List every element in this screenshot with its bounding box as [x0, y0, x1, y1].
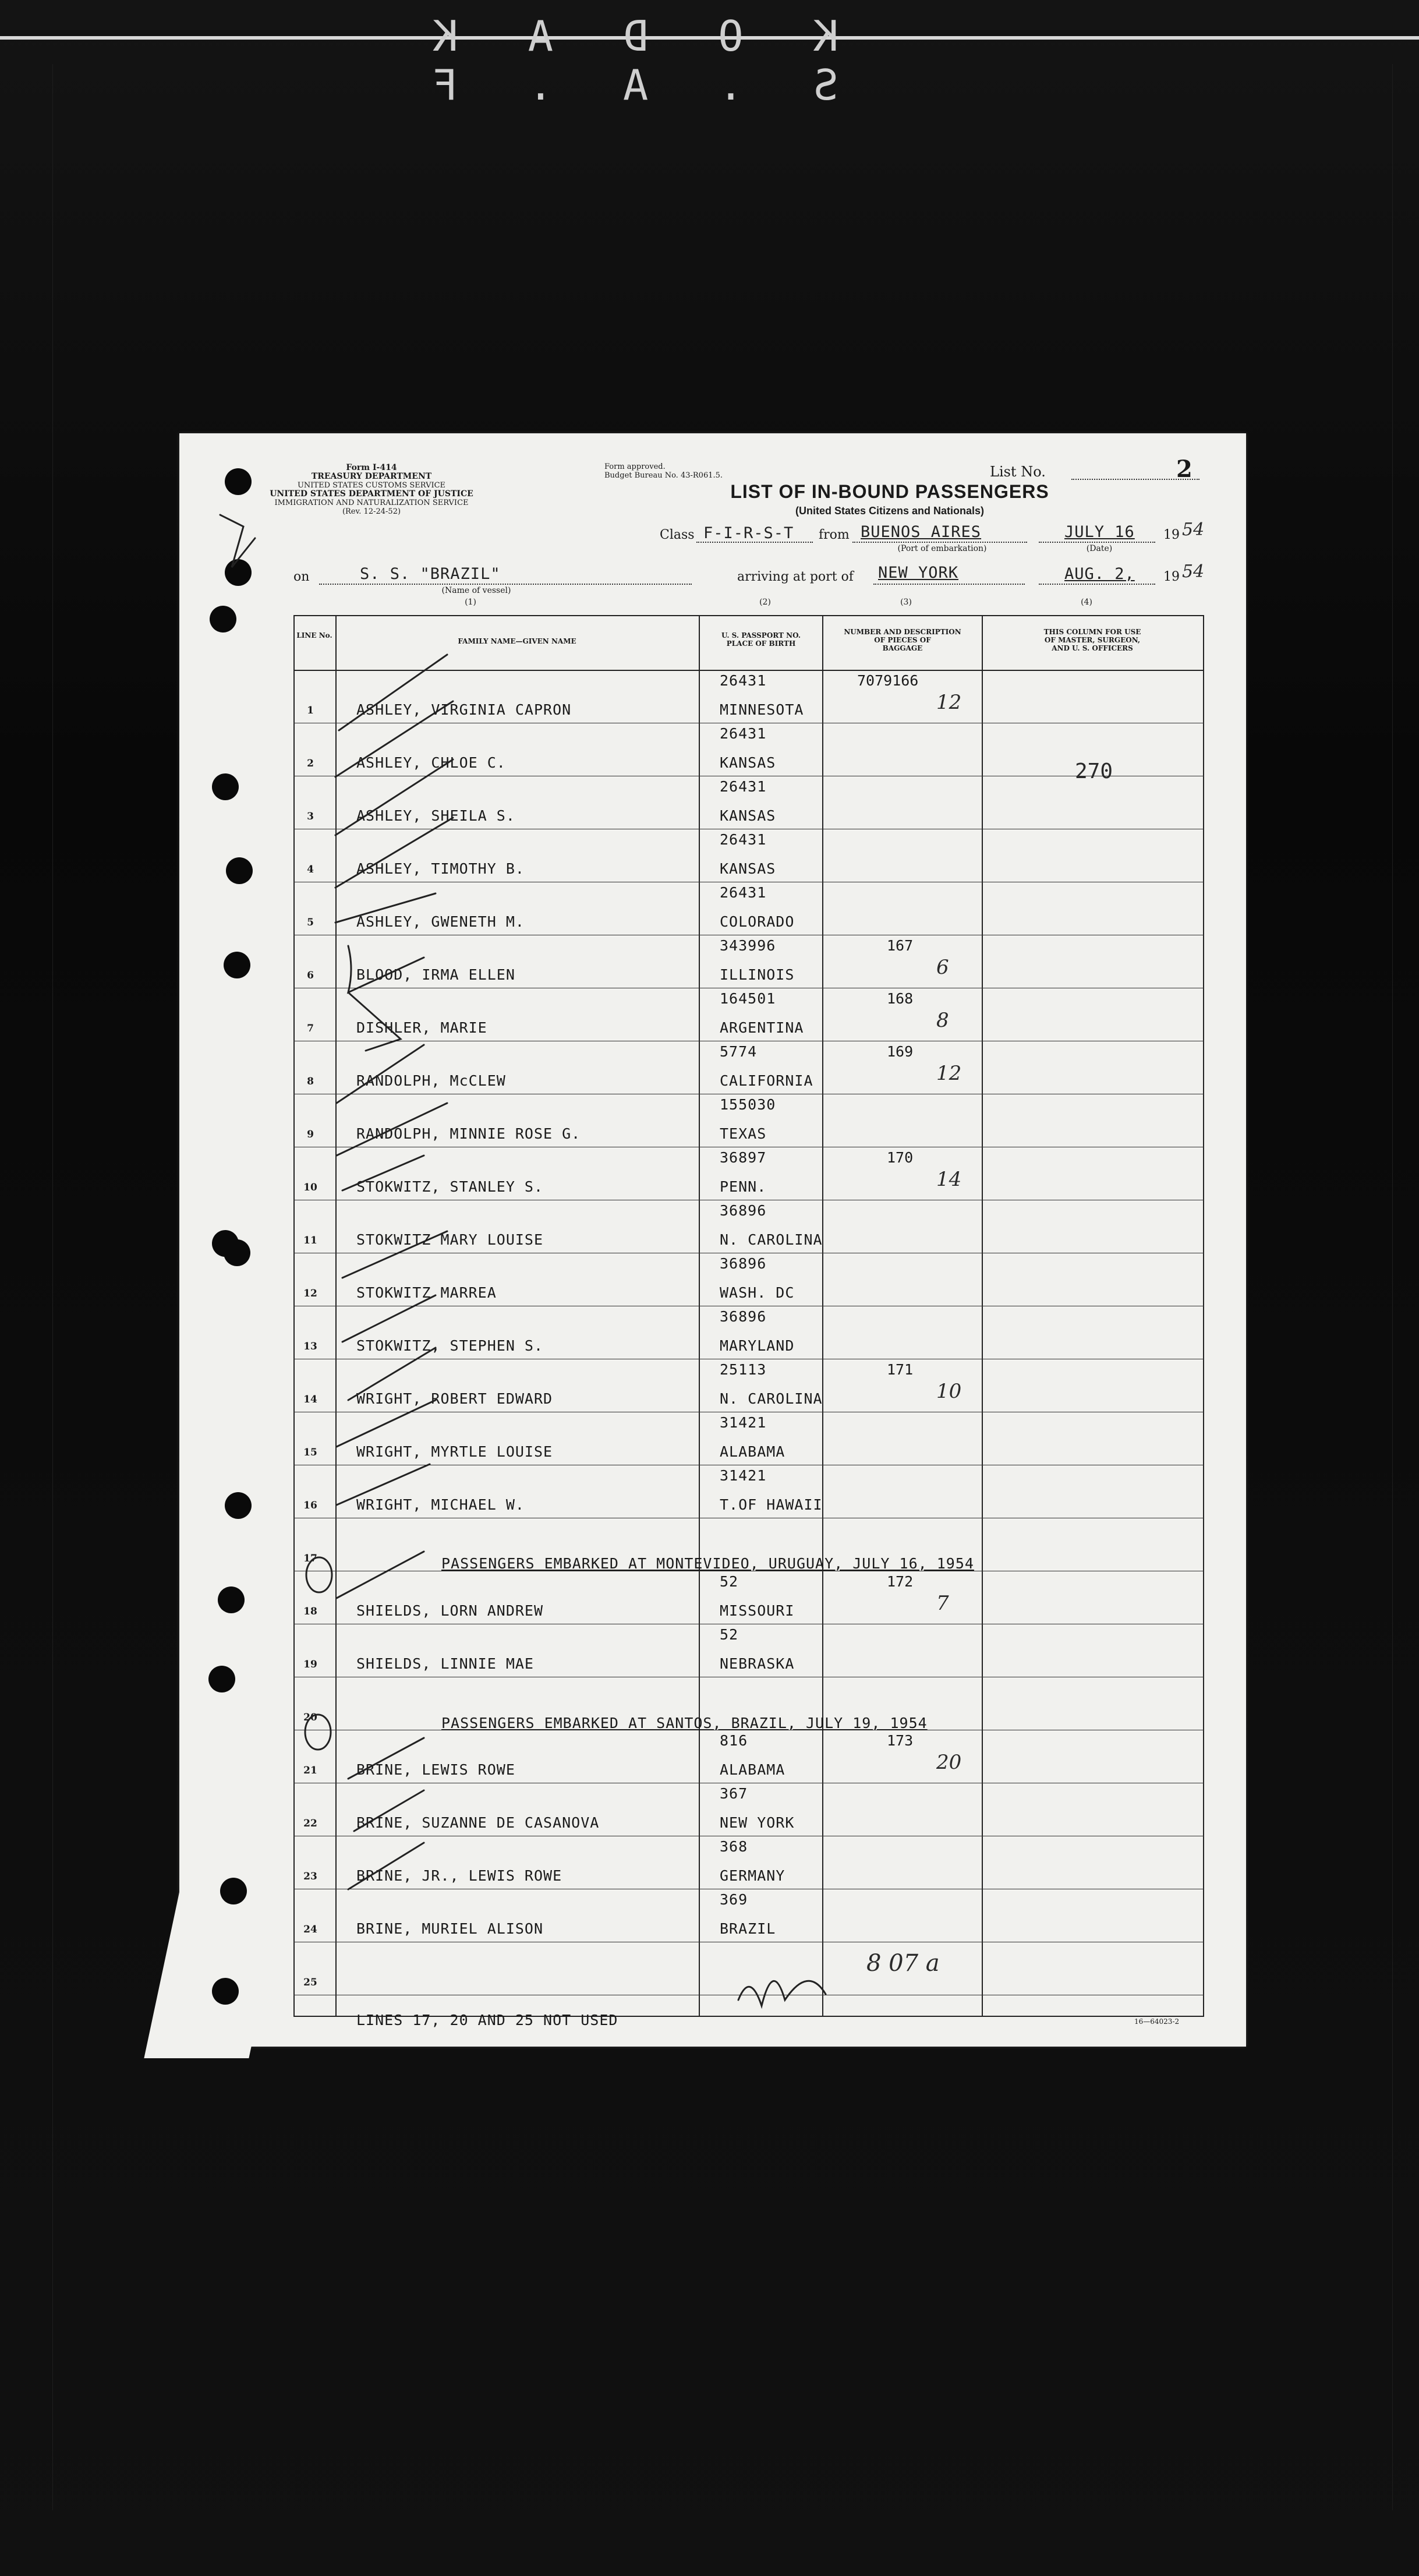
passport-number: 26431: [720, 672, 767, 689]
passport-number: 367: [720, 1785, 748, 1802]
passenger-name: BRINE, SUZANNE DE CASANOVA: [356, 1814, 600, 1831]
passenger-name: WRIGHT, ROBERT EDWARD: [356, 1390, 553, 1407]
check-mark: [342, 1295, 436, 1342]
row-line-number: 2: [307, 758, 314, 769]
document-subtitle: (United States Citizens and Nationals): [795, 505, 985, 517]
passport-number: 36897: [720, 1149, 767, 1166]
year2-prefix: 19: [1163, 570, 1180, 584]
place-of-birth: KANSAS: [720, 860, 776, 877]
check-mark: [348, 946, 424, 992]
passenger-name: ASHLEY, SHEILA S.: [356, 807, 515, 824]
place-of-birth: WASH. DC: [720, 1284, 795, 1301]
passport-number: 368: [720, 1838, 748, 1855]
row-line-number: 23: [303, 1871, 317, 1882]
class-label: Class: [660, 528, 695, 542]
passport-number: 369: [720, 1891, 748, 1908]
passenger-name: SHIELDS, LINNIE MAE: [356, 1655, 534, 1672]
row-line-number: 22: [303, 1818, 317, 1829]
passenger-name: RANDOLPH, MINNIE ROSE G.: [356, 1125, 581, 1142]
circled-line-17: [306, 1557, 332, 1592]
passenger-name: ASHLEY, CHLOE C.: [356, 754, 506, 771]
baggage-piece-count: 14: [936, 1168, 962, 1191]
passenger-name: BLOOD, IRMA ELLEN: [356, 966, 515, 983]
passport-number: 36896: [720, 1255, 767, 1272]
on-label: on: [293, 570, 310, 584]
passport-number: 52: [720, 1626, 739, 1643]
arriving-label: arriving at port of: [737, 570, 854, 584]
check-mark: [335, 701, 453, 777]
passport-number: 26431: [720, 884, 767, 901]
check-mark: [348, 992, 401, 1051]
row-line-number: 7: [307, 1023, 314, 1034]
check-mark: [337, 1103, 447, 1156]
baggage-piece-count: 12: [936, 1062, 962, 1085]
check-mark: [342, 1156, 424, 1190]
handwritten-list-mark: [220, 515, 255, 567]
passenger-name: STOKWITZ, STANLEY S.: [356, 1178, 544, 1195]
row-line-number: 10: [303, 1182, 317, 1193]
place-of-birth: KANSAS: [720, 807, 776, 824]
passport-number: 52: [720, 1573, 739, 1590]
place-of-birth: MISSOURI: [720, 1602, 795, 1619]
passenger-name: RANDOLPH, McCLEW: [356, 1072, 506, 1089]
column-number-3: (3): [900, 598, 912, 607]
section-santos: PASSENGERS EMBARKED AT SANTOS, BRAZIL, JULY 19, 1954: [441, 1715, 928, 1732]
passenger-list-document: [179, 433, 1246, 2047]
baggage-piece-count: 8: [936, 1009, 949, 1032]
passport-number: 31421: [720, 1467, 767, 1484]
passenger-name: STOKWITZ, STEPHEN S.: [356, 1337, 544, 1354]
row-line-number: 1: [307, 705, 314, 716]
baggage-piece-count: 10: [936, 1380, 962, 1403]
passport-number: 5774: [720, 1043, 758, 1060]
row-line-number: 13: [303, 1341, 317, 1352]
row-line-number: 4: [307, 864, 314, 875]
year-prefix: 19: [1163, 528, 1180, 542]
passport-number: 36896: [720, 1308, 767, 1325]
handwritten-checkmarks: [179, 433, 1246, 2047]
passenger-name: BRINE, LEWIS ROWE: [356, 1761, 515, 1778]
place-of-birth: BRAZIL: [720, 1920, 776, 1937]
col-head-baggage-line1: NUMBER AND DESCRIPTION: [844, 628, 961, 636]
row-line-number: 11: [303, 1235, 317, 1246]
customs-service: UNITED STATES CUSTOMS SERVICE: [297, 481, 446, 490]
list-number-label: List No.: [990, 464, 1046, 480]
row-line-number: 5: [307, 917, 314, 928]
check-mark: [335, 893, 436, 923]
passenger-name: SHIELDS, LORN ANDREW: [356, 1602, 544, 1619]
row-line-number: 8: [307, 1076, 314, 1087]
passenger-name: BRINE, MURIEL ALISON: [356, 1920, 544, 1937]
baggage-piece-count: 6: [936, 956, 949, 979]
passport-number: 26431: [720, 778, 767, 795]
check-mark: [337, 1464, 430, 1505]
passport-number: 26431: [720, 831, 767, 848]
passenger-name: ASHLEY, VIRGINIA CAPRON: [356, 701, 572, 718]
list-number-value: 2: [1176, 455, 1192, 483]
passenger-name: WRIGHT, MICHAEL W.: [356, 1496, 525, 1513]
passenger-name: DISHLER, MARIE: [356, 1019, 487, 1036]
check-mark: [348, 1843, 424, 1889]
row-line-number: 6: [307, 970, 314, 981]
place-of-birth: T.OF HAWAII: [720, 1496, 823, 1513]
baggage-tag-number: 167: [887, 937, 914, 954]
passport-number: 155030: [720, 1096, 776, 1113]
check-mark: [335, 818, 453, 888]
year2-suffix: 54: [1182, 561, 1205, 582]
place-of-birth: PENN.: [720, 1178, 767, 1195]
budget-bureau-line: Budget Bureau No. 43-R061.5.: [604, 471, 723, 480]
baggage-piece-count: 12: [936, 691, 962, 714]
film-edge-text: KODAK S.A.F: [363, 12, 838, 109]
form-print-code: 16—64023-2: [1134, 2017, 1180, 2026]
column-number-1: (1): [465, 598, 476, 607]
date-caption: (Date): [1086, 544, 1113, 553]
col-head-baggage-line3: BAGGAGE: [882, 644, 923, 652]
passport-number: 343996: [720, 937, 776, 954]
row-line-number: 17: [303, 1553, 317, 1564]
form-revision: (Rev. 12-24-52): [342, 507, 401, 516]
baggage-tag-number: 170: [887, 1149, 914, 1166]
signature-note: 8 07 a: [866, 1950, 940, 1977]
place-of-birth: COLORADO: [720, 913, 795, 930]
place-of-birth: ILLINOIS: [720, 966, 795, 983]
col-head-passport-line1: U. S. PASSPORT NO.: [721, 631, 801, 639]
place-of-birth: KANSAS: [720, 754, 776, 771]
row-line-number: 14: [303, 1394, 317, 1405]
signature-scrawl: [738, 1981, 826, 2006]
passenger-name: WRIGHT, MYRTLE LOUISE: [356, 1443, 553, 1460]
department-treasury: TREASURY DEPARTMENT: [311, 472, 432, 481]
class-value: F-I-R-S-T: [703, 524, 794, 542]
row-line-number: 15: [303, 1447, 317, 1458]
place-of-birth: CALIFORNIA: [720, 1072, 813, 1089]
immigration-service: IMMIGRATION AND NATURALIZATION SERVICE: [274, 499, 469, 507]
place-of-birth: MARYLAND: [720, 1337, 795, 1354]
col-head-officers-line2: OF MASTER, SURGEON,: [1044, 636, 1141, 644]
embarkation-caption: (Port of embarkation): [897, 544, 987, 553]
officer-mark: 270: [1075, 759, 1113, 783]
place-of-birth: NEW YORK: [720, 1814, 795, 1831]
check-mark: [337, 1400, 436, 1447]
col-head-officers-line1: THIS COLUMN FOR USE: [1043, 628, 1141, 636]
column-number-4: (4): [1081, 598, 1092, 607]
check-mark: [339, 655, 447, 730]
vessel-name: S. S. "BRAZIL": [360, 565, 501, 583]
row-line-number: 20: [303, 1712, 317, 1723]
row-line-number: 19: [303, 1659, 317, 1670]
vessel-caption: (Name of vessel): [441, 586, 511, 595]
from-label: from: [819, 528, 850, 542]
place-of-birth: GERMANY: [720, 1867, 785, 1884]
col-head-line-no: LINE No.: [296, 631, 332, 639]
circled-line-20: [305, 1715, 331, 1750]
baggage-tag-number: 171: [887, 1361, 914, 1378]
place-of-birth: N. CAROLINA: [720, 1390, 823, 1407]
baggage-tag-number: 172: [887, 1573, 914, 1590]
embarkation-port: BUENOS AIRES: [861, 523, 982, 541]
row-line-number: 3: [307, 811, 314, 822]
arrival-port: NEW YORK: [878, 564, 959, 582]
baggage-tag-number: 168: [887, 990, 914, 1007]
col-head-name: FAMILY NAME—GIVEN NAME: [458, 637, 576, 645]
baggage-piece-count: 7: [936, 1592, 949, 1615]
section-montevideo: PASSENGERS EMBARKED AT MONTEVIDEO, URUGUAY, JULY 16, 1954: [441, 1555, 974, 1572]
passport-number: 816: [720, 1732, 748, 1749]
unused-lines-note: LINES 17, 20 AND 25 NOT USED: [356, 2012, 618, 2029]
row-line-number: 25: [303, 1977, 317, 1988]
check-mark: [337, 1552, 424, 1598]
passenger-name: ASHLEY, GWENETH M.: [356, 913, 525, 930]
check-mark: [342, 1231, 447, 1278]
passenger-name: STOKWITZ MARY LOUISE: [356, 1231, 544, 1248]
row-line-number: 24: [303, 1924, 317, 1935]
arrival-date: AUG. 2,: [1064, 565, 1135, 583]
column-number-2: (2): [759, 598, 771, 607]
passport-number: 36896: [720, 1202, 767, 1219]
place-of-birth: MINNESOTA: [720, 701, 804, 718]
row-line-number: 12: [303, 1288, 317, 1299]
place-of-birth: N. CAROLINA: [720, 1231, 823, 1248]
place-of-birth: NEBRASKA: [720, 1655, 795, 1672]
check-mark: [335, 759, 453, 835]
passport-number: 26431: [720, 725, 767, 742]
baggage-tag-number: 169: [887, 1043, 914, 1060]
passport-number: 25113: [720, 1361, 767, 1378]
baggage-piece-count: 20: [936, 1751, 962, 1774]
check-mark: [337, 1045, 424, 1103]
passport-number: 164501: [720, 990, 776, 1007]
col-head-baggage-line2: OF PIECES OF: [874, 636, 931, 644]
row-line-number: 18: [303, 1606, 317, 1617]
place-of-birth: ALABAMA: [720, 1761, 785, 1778]
col-head-officers-line3: AND U. S. OFFICERS: [1052, 644, 1133, 652]
check-mark: [348, 1348, 436, 1400]
passport-number: 31421: [720, 1414, 767, 1431]
passenger-name: STOKWITZ MARREA: [356, 1284, 497, 1301]
row-line-number: 9: [307, 1129, 314, 1140]
year-suffix: 54: [1182, 520, 1205, 540]
document-title: LIST OF IN-BOUND PASSENGERS: [730, 481, 1049, 502]
row-line-number: 21: [303, 1765, 317, 1776]
passenger-name: BRINE, JR., LEWIS ROWE: [356, 1867, 562, 1884]
row-line-number: 16: [303, 1500, 317, 1511]
place-of-birth: ARGENTINA: [720, 1019, 804, 1036]
baggage-tag-number: 7079166: [857, 672, 919, 689]
baggage-tag-number: 173: [887, 1732, 914, 1749]
approval-line: Form approved.: [604, 462, 666, 471]
check-mark: [348, 1738, 424, 1779]
embarkation-date: JULY 16: [1064, 523, 1135, 541]
col-head-passport-line2: PLACE OF BIRTH: [726, 639, 796, 648]
passenger-name: ASHLEY, TIMOTHY B.: [356, 860, 525, 877]
form-id: Form I-414: [346, 463, 397, 472]
place-of-birth: TEXAS: [720, 1125, 767, 1142]
place-of-birth: ALABAMA: [720, 1443, 785, 1460]
check-mark: [354, 1790, 424, 1831]
film-edge: [0, 0, 1419, 109]
department-justice: UNITED STATES DEPARTMENT OF JUSTICE: [270, 489, 473, 499]
